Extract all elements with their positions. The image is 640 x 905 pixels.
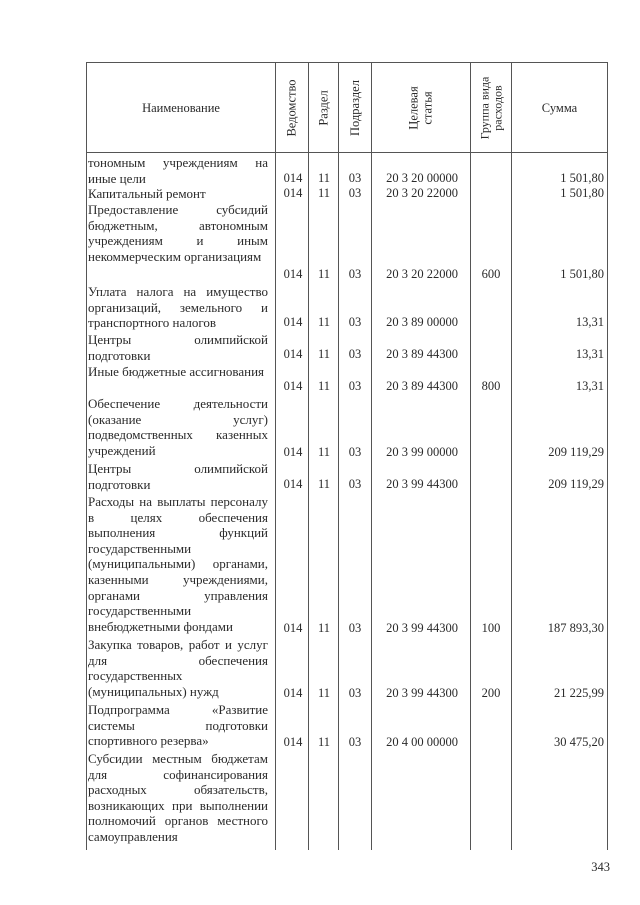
row-vedomstvo: 014: [283, 379, 303, 393]
row-summa: 21 225,99: [554, 686, 604, 700]
row-razdel: 11: [317, 735, 331, 749]
row-gruppa: 100: [481, 621, 501, 635]
row-gruppa: 800: [481, 379, 501, 393]
row-summa: 1 501,80: [560, 267, 604, 281]
row-podrazdel: 03: [348, 315, 362, 329]
column-divider: [338, 62, 339, 850]
row-podrazdel: 03: [348, 686, 362, 700]
row-podrazdel: 03: [348, 621, 362, 635]
page-number: 343: [591, 860, 610, 874]
row-celevaya: 20 3 99 44300: [386, 621, 458, 635]
row-podrazdel: 03: [348, 379, 362, 393]
row-razdel: 11: [317, 171, 331, 185]
row-vedomstvo: 014: [283, 735, 303, 749]
row-vedomstvo: 014: [283, 477, 303, 491]
row-summa: 13,31: [575, 347, 604, 361]
column-divider: [308, 62, 309, 850]
row-celevaya: 20 3 89 00000: [386, 315, 458, 329]
row-name: Центры олимпийской подготовки: [88, 332, 268, 363]
row-name: Уплата налога на имущество организаций, земельного и транспортного налогов: [88, 284, 268, 331]
row-razdel: 11: [317, 445, 331, 459]
row-celevaya: 20 3 99 00000: [386, 445, 458, 459]
row-razdel: 11: [317, 379, 331, 393]
row-vedomstvo: 014: [283, 686, 303, 700]
column-divider: [86, 62, 87, 850]
header-celevaya-statya: Целевая статья: [407, 85, 435, 130]
row-summa: 187 893,30: [547, 621, 604, 635]
row-podrazdel: 03: [348, 171, 362, 185]
header-bottom-border: [86, 152, 608, 153]
row-celevaya: 20 3 20 00000: [386, 171, 458, 185]
row-razdel: 11: [317, 267, 331, 281]
row-summa: 13,31: [575, 315, 604, 329]
row-vedomstvo: 014: [283, 171, 303, 185]
row-celevaya: 20 3 89 44300: [386, 347, 458, 361]
row-name: Предоставление субсидий бюджетным, автономным учреждениям и иным некоммерческим организациям: [88, 202, 268, 264]
row-celevaya: 20 3 89 44300: [386, 379, 458, 393]
column-divider: [371, 62, 372, 850]
row-name: Подпрограмма «Развитие системы подготовки спортивного резерва»: [88, 702, 268, 749]
column-divider: [470, 62, 471, 850]
row-podrazdel: 03: [348, 445, 362, 459]
row-razdel: 11: [317, 477, 331, 491]
row-name: тономным учреждениям на иные цели: [88, 155, 268, 186]
row-summa: 1 501,80: [560, 171, 604, 185]
row-name: Обеспечение деятельности (оказание услуг) подведомственных казенных учреждений: [88, 396, 268, 458]
row-podrazdel: 03: [348, 267, 362, 281]
row-razdel: 11: [317, 186, 331, 200]
row-summa: 209 119,29: [548, 445, 604, 459]
row-podrazdel: 03: [348, 186, 362, 200]
row-podrazdel: 03: [348, 477, 362, 491]
row-summa: 1 501,80: [560, 186, 604, 200]
header-razdel: Раздел: [316, 89, 331, 126]
header-gruppa-vida-rashodov: Группа вида расходов: [477, 76, 504, 139]
row-vedomstvo: 014: [283, 186, 303, 200]
row-gruppa: 600: [481, 267, 501, 281]
row-summa: 30 475,20: [554, 735, 604, 749]
row-celevaya: 20 3 20 22000: [386, 267, 458, 281]
row-celevaya: 20 3 99 44300: [386, 477, 458, 491]
row-vedomstvo: 014: [283, 621, 303, 635]
row-vedomstvo: 014: [283, 315, 303, 329]
row-name: Центры олимпийской подготовки: [88, 461, 268, 492]
row-celevaya: 20 4 00 00000: [386, 735, 458, 749]
row-name: Расходы на выплаты персоналу в целях обеспечения выполнения функций государственными (муниципальными) органами, казенными учреждениями, органами управления государственными внебюджетными фондами: [88, 494, 268, 634]
header-summa: Сумма: [541, 100, 578, 115]
row-podrazdel: 03: [348, 735, 362, 749]
row-name: Закупка товаров, работ и услуг для обеспечения государственных (муниципальных) нужд: [88, 637, 268, 699]
row-podrazdel: 03: [348, 347, 362, 361]
row-summa: 209 119,29: [548, 477, 604, 491]
header-podrazdel: Подраздел: [348, 79, 362, 136]
row-celevaya: 20 3 99 44300: [386, 686, 458, 700]
row-name: Субсидии местным бюджетам для софинансирования расходных обязательств, возникающих при выполнении полномочий органов местного самоуправления: [88, 751, 268, 844]
row-razdel: 11: [317, 347, 331, 361]
row-vedomstvo: 014: [283, 267, 303, 281]
row-name: Иные бюджетные ассигнования: [88, 364, 265, 379]
row-celevaya: 20 3 20 22000: [386, 186, 458, 200]
header-vedomstvo: Ведомство: [285, 78, 299, 137]
row-summa: 13,31: [575, 379, 604, 393]
row-gruppa: 200: [481, 686, 501, 700]
column-divider: [607, 62, 608, 850]
row-razdel: 11: [317, 315, 331, 329]
column-divider: [275, 62, 276, 850]
header-name: Наименование: [142, 100, 220, 115]
row-name: Капитальный ремонт: [88, 186, 206, 201]
row-vedomstvo: 014: [283, 347, 303, 361]
row-vedomstvo: 014: [283, 445, 303, 459]
row-razdel: 11: [317, 621, 331, 635]
row-razdel: 11: [317, 686, 331, 700]
